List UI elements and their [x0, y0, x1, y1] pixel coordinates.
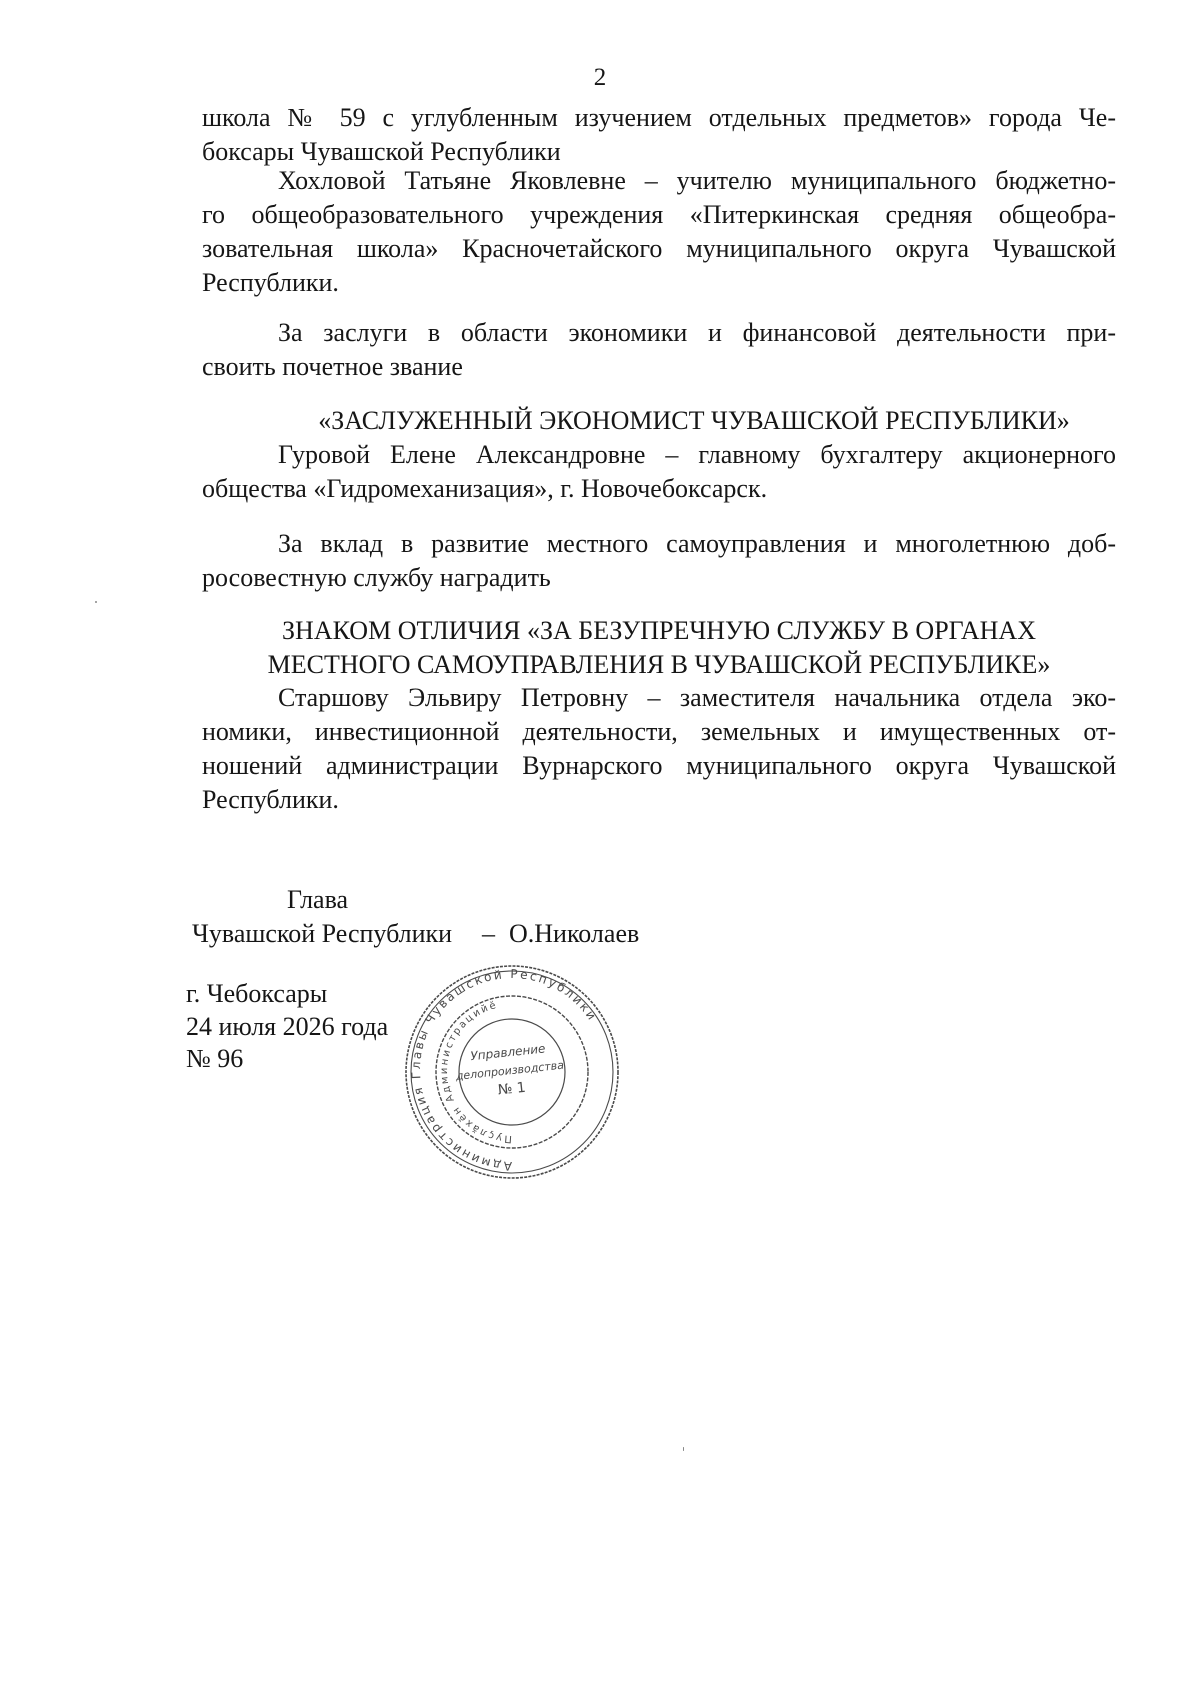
text-line: ношений администрации Вурнарского муниципального округа Чувашской: [202, 751, 1116, 780]
text-line: зовательная школа» Красночетайского муниципального округа Чувашской: [202, 234, 1116, 263]
economics-intro-paragraph: [202, 316, 1116, 384]
text-line: За заслуги в области экономики и финансовой деятельности при-: [278, 318, 1116, 347]
badge-title-heading: [202, 614, 1116, 682]
scan-speck: [683, 1447, 684, 1451]
selfgov-intro-paragraph: [202, 527, 1116, 595]
stamp-inner-text: Пуçлăхĕн Администрацийĕ: [438, 999, 513, 1145]
awardee-starshova-paragraph: [202, 681, 1116, 817]
text-line: Республики.: [202, 268, 339, 297]
signatory-title-line2: Чувашской Республики: [192, 919, 453, 948]
award-title-line: МЕСТНОГО САМОУПРАВЛЕНИЯ В ЧУВАШСКОЙ РЕСПУБЛИКЕ»: [267, 650, 1051, 679]
text-line: го общеобразовательного учреждения «Питеркинская средняя общеобра-: [202, 200, 1116, 229]
issue-city: г. Чебоксары: [186, 979, 328, 1008]
scan-speck: [95, 601, 97, 603]
economist-title-heading: [202, 404, 1116, 438]
awardee-gurova-paragraph: [202, 438, 1116, 506]
awardee-khokhlova-paragraph: [202, 164, 1116, 300]
page-number: 2: [593, 64, 607, 91]
text-line: своить почетное звание: [202, 352, 463, 381]
text-line: общества «Гидромеханизация», г. Новочебоксарск.: [202, 474, 768, 503]
official-stamp: [402, 960, 622, 1184]
award-title-line: ЗНАКОМ ОТЛИЧИЯ «ЗА БЕЗУПРЕЧНУЮ СЛУЖБУ В ОРГАНАХ: [282, 616, 1036, 645]
stamp-outer-text: Администрация Главы Чувашской Республики: [408, 966, 601, 1174]
stamp-center-line: № 1: [497, 1079, 527, 1099]
signatory-name: О.Николаев: [509, 919, 640, 948]
text-line: росовестную службу наградить: [202, 563, 551, 592]
text-line: Гуровой Елене Александровне – главному бухгалтеру акционерного: [278, 440, 1116, 469]
issue-number: № 96: [186, 1044, 244, 1073]
text-line: школа № 59 с углубленным изучением отдельных предметов» города Че-: [202, 103, 1116, 132]
text-line: Республики.: [202, 785, 339, 814]
stamp-center-line: Управление: [469, 1041, 547, 1064]
signature-dash: –: [482, 919, 495, 948]
text-line: За вклад в развитие местного самоуправления и многолетнюю доб-: [278, 529, 1116, 558]
stamp-center-line: делопроизводства: [455, 1058, 565, 1083]
issue-date: 24 июля 2026 года: [186, 1012, 389, 1041]
text-line: номики, инвестиционной деятельности, земельных и имущественных от-: [202, 717, 1116, 746]
continuation-paragraph: [202, 101, 1116, 169]
signatory-title-line1: Глава: [287, 885, 349, 914]
award-title: «ЗАСЛУЖЕННЫЙ ЭКОНОМИСТ ЧУВАШСКОЙ РЕСПУБЛИКИ»: [318, 406, 1070, 435]
text-line: Хохловой Татьяне Яковлевне – учителю муниципального бюджетно-: [278, 166, 1116, 195]
text-line: боксары Чувашской Республики: [202, 137, 561, 166]
text-line: Старшову Эльвиру Петровну – заместителя начальника отдела эко-: [278, 683, 1116, 712]
